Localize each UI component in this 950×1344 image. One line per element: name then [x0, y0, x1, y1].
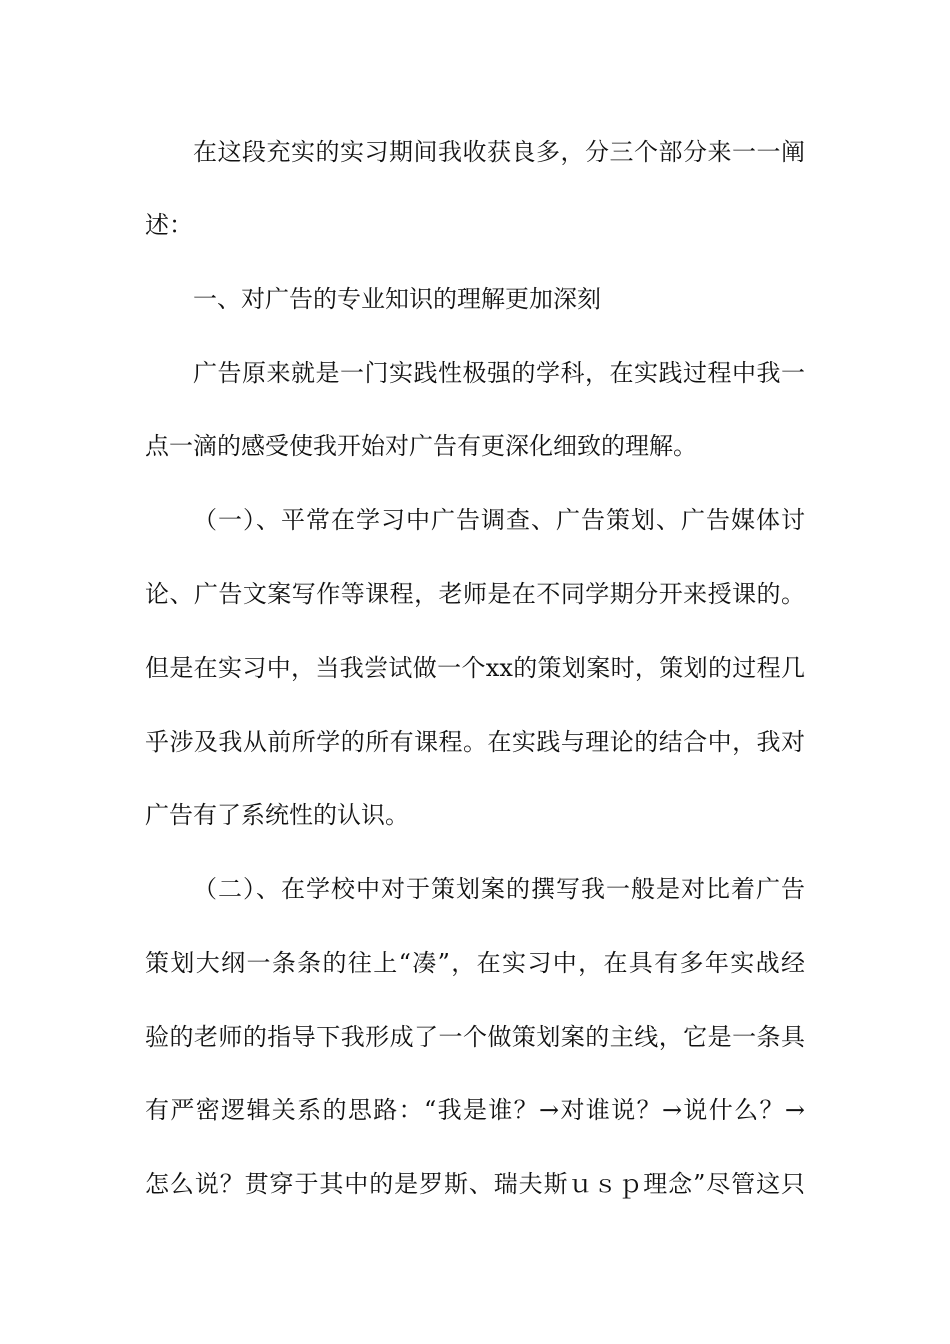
paragraph-line: 论、广告文案写作等课程，老师是在不同学期分开来授课的。 [145, 580, 805, 608]
paragraph-line: 述： [145, 211, 193, 239]
paragraph-line: 在这段充实的实习期间我收获良多，分三个部分来一一阐 [193, 138, 805, 166]
section-heading: 一、对广告的专业知识的理解更加深刻 [193, 285, 601, 313]
paragraph-line: 有严密逻辑关系的思路：“我是谁？→对谁说？→说什么？→ [145, 1096, 805, 1124]
paragraph-line: 点一滴的感受使我开始对广告有更深化细致的理解。 [145, 432, 697, 460]
paragraph-line: （一）、平常在学习中广告调查、广告策划、广告媒体讨 [193, 506, 805, 534]
paragraph-line: 广告原来就是一门实践性极强的学科，在实践过程中我一 [193, 359, 805, 387]
paragraph-line: 怎么说？贯穿于其中的是罗斯、瑞夫斯ｕｓｐ理念”尽管这只 [145, 1170, 805, 1198]
paragraph-line: 乎涉及我从前所学的所有课程。在实践与理论的结合中，我对 [145, 728, 805, 756]
paragraph-line: 但是在实习中，当我尝试做一个xx的策划案时，策划的过程几 [145, 654, 805, 682]
paragraph-line: 策划大纲一条条的往上“凑”，在实习中，在具有多年实战经 [145, 949, 805, 977]
paragraph-line: 验的老师的指导下我形成了一个做策划案的主线，它是一条具 [145, 1023, 805, 1051]
paragraph-line: 广告有了系统性的认识。 [145, 801, 409, 829]
paragraph-line: （二）、在学校中对于策划案的撰写我一般是对比着广告 [193, 875, 805, 903]
